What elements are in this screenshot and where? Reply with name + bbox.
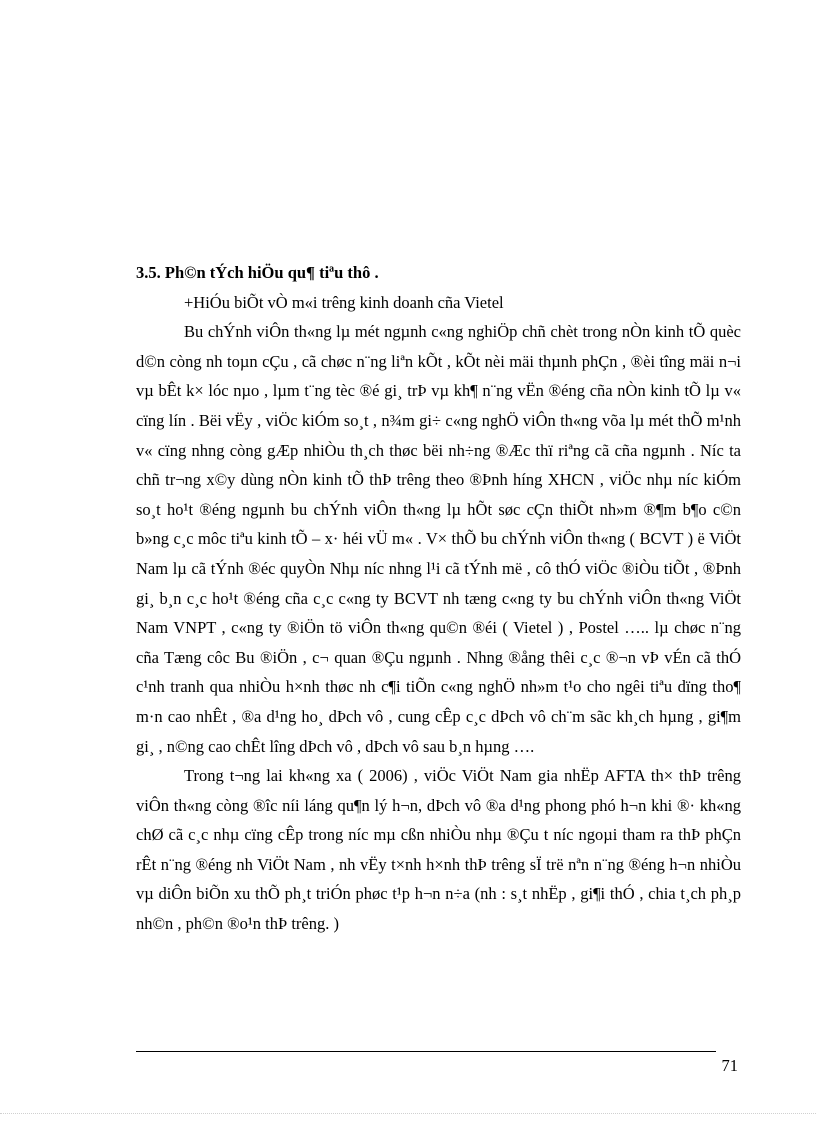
- paragraph-1: Bu chÝnh viÔn th«ng lµ mét ngµnh c«ng nghiÖp chñ chèt trong nÒn kinh tÕ quèc d©n còng nh toµn cÇu , cã chøc n¨ng liªn kÕt , kÕt nèi mäi thµnh phÇn , ®èi tîng mäi n¬i vµ bÊt k× lóc nµo , lµm t¨ng tèc ®é gi¸ trÞ vµ kh¶ n¨ng vËn ®éng cña nÒn kinh tÕ lµ v« cïng lín . Bëi vËy , viÖc kiÓm so¸t , n¾m gi÷ c«ng nghÖ viÔn th«ng võa lµ mét thÕ m¹nh v« cïng nhng còng gÆp nhiÒu th¸ch thøc bëi nh÷ng ®Æc thï riªng cã cña ngµnh . Níc ta chñ tr¬ng x©y dùng nÒn kinh tÕ thÞ trêng theo ®Þnh híng XHCN , viÖc nhµ níc kiÓm so¸t ho¹t ®éng ngµnh bu chÝnh viÔn th«ng lµ hÕt søc cÇn thiÕt nh»m ®¶m b¶o c©n b»ng c¸c môc tiªu kinh tÕ – x· héi vÜ m« . V× thÕ bu chÝnh viÔn th«ng ( BCVT ) ë ViÖt Nam lµ cã tÝnh ®éc quyÒn Nhµ níc nhng l¹i cã tÝnh më , cô thÓ viÖc ®iÒu tiÕt , ®Þnh gi¸ b¸n c¸c ho¹t ®éng cña c¸c c«ng ty BCVT nh tæng c«ng ty bu chÝnh viÔn th«ng ViÖt Nam VNPT , c«ng ty ®iÖn tö viÔn th«ng qu©n ®éi ( Vietel ) , Postel ….. lµ chøc n¨ng cña Tæng côc Bu ®iÖn , c¬ quan ®Çu ngµnh . Nhng ®ång thêi c¸c ®¬n vÞ vÉn cã thÓ c¹nh tranh qua nhiÒu h×nh thøc nh c¶i tiÕn c«ng nghÖ nh»m t¹o cho ngêi tiªu dïng tho¶ m·n cao nhÊt , ®a d¹ng ho¸ dÞch vô , cung cÊp c¸c dÞch vô ch¨m sãc kh¸ch hµng , gi¶m gi¸ , n©ng cao chÊt lîng dÞch vô , dÞch vô sau b¸n hµng ….: [136, 322, 741, 756]
- paragraph-2: Trong t¬ng lai kh«ng xa ( 2006) , viÖc ViÖt Nam gia nhËp AFTA th× thÞ trêng viÔn th«ng còng ®îc níi láng qu¶n lý h¬n, dÞch vô ®a d¹ng phong phó h¬n khi ®· kh«ng chØ cã c¸c nhµ cïng cÊp trong níc mµ cßn nhiÒu nhµ ®Çu t níc ngoµi tham ra thÞ phÇn rÊt n¨ng ®éng nh ViÖt Nam , nh vËy t×nh h×nh thÞ trêng sÏ trë nªn n¨ng ®éng h¬n nhiÒu vµ diÔn biÕn xu thÕ ph¸t triÓn phøc t¹p h¬n n÷a (nh : s¸t nhËp , gi¶i thÓ , chia t¸ch ph¸p nh©n , ph©n ®o¹n thÞ trêng. ): [136, 766, 741, 934]
- page-content: [136, 258, 741, 939]
- page-edge-divider: [0, 1113, 816, 1114]
- page-number: 71: [721, 1056, 738, 1075]
- footer-rule: [136, 1051, 716, 1052]
- section-heading: 3.5. Ph©n tÝch hiÖu qu¶ tiªu thô .: [136, 263, 379, 282]
- section-intro: +HiÓu biÕt vÒ m«i trêng kinh doanh cña Vietel: [184, 292, 504, 312]
